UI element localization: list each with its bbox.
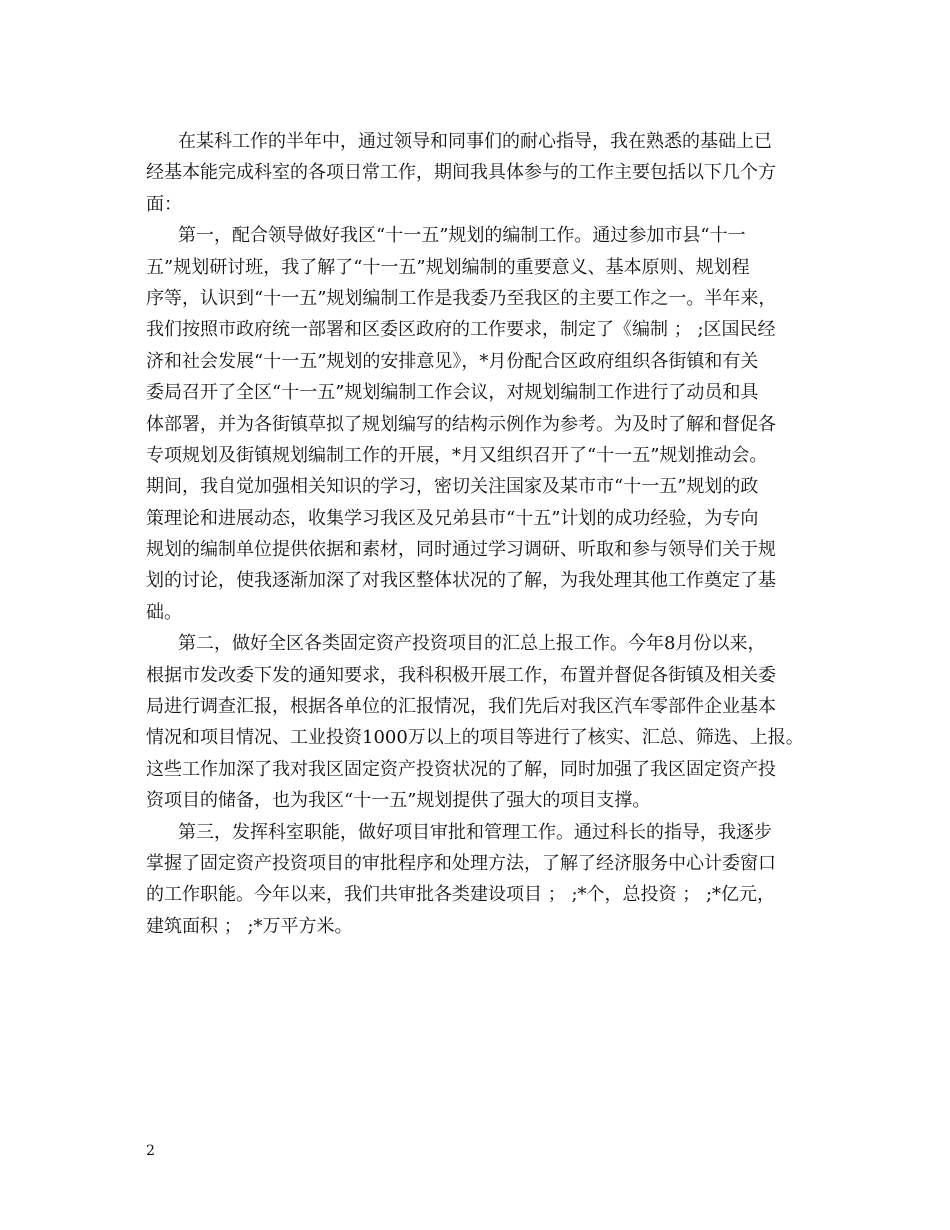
text-line: 础。 <box>146 601 182 623</box>
text-line: 的工作职能。今年以来，我们共审批各类建设项目 ； ;*个，总投资 ； ;*亿元， <box>146 884 776 906</box>
page-number: 2 <box>146 1143 155 1159</box>
text-line: 情况和项目情况、工业投资1000万以上的项目等进行了核实、汇总、筛选、上报。 <box>146 727 804 749</box>
text-line: 第三，发挥科室职能，做好项目审批和管理工作。通过科长的指导，我逐步 <box>178 821 772 843</box>
text-line: 第二，做好全区各类固定资产投资项目的汇总上报工作。今年8月份以来， <box>178 633 766 655</box>
text-line: 规划的编制单位提供依据和素材，同时通过学习调研、听取和参与领导们关于规 <box>146 539 776 561</box>
paragraph <box>146 628 836 816</box>
text-line: 五”规划研讨班，我了解了“十一五”规划编制的重要意义、基本原则、规划程 <box>146 256 750 278</box>
text-line: 序等，认识到“十一五”规划编制工作是我委乃至我区的主要工作之一。半年来， <box>146 287 777 309</box>
text-line: 我们按照市政府统一部署和区委区政府的工作要求，制定了《编制 ； ;区国民经 <box>146 319 776 341</box>
text-line: 掌握了固定资产投资项目的审批程序和处理方法，了解了经济服务中心计委窗口 <box>146 852 776 874</box>
text-line: 划的讨论，使我逐渐加深了对我区整体状况的了解，为我处理其他工作奠定了基 <box>146 570 776 592</box>
text-line: 经基本能完成科室的各项日常工作，期间我具体参与的工作主要包括以下几个方 <box>146 162 776 184</box>
text-line: 委局召开了全区“十一五”规划编制工作会议，对规划编制工作进行了动员和具 <box>146 382 759 404</box>
paragraph <box>146 220 836 628</box>
text-line: 局进行调查汇报，根据各单位的汇报情况，我们先后对我区汽车零部件企业基本 <box>146 696 776 718</box>
document-body <box>146 126 836 942</box>
text-line: 济和社会发展“十一五”规划的安排意见》，*月份配合区政府组织各街镇和有关 <box>146 350 759 372</box>
text-line: 面： <box>146 193 182 215</box>
text-line: 第一，配合领导做好我区“十一五”规划的编制工作。通过参加市县“十一 <box>178 225 746 247</box>
text-line: 这些工作加深了我对我区固定资产投资状况的了解，同时加强了我区固定资产投 <box>146 758 776 780</box>
text-line: 在某科工作的半年中，通过领导和同事们的耐心指导，我在熟悉的基础上已 <box>178 131 772 152</box>
text-line: 期间，我自觉加强相关知识的学习，密切关注国家及某市市“十一五”规划的政 <box>146 476 759 498</box>
paragraph <box>146 126 836 220</box>
text-line: 专项规划及街镇规划编制工作的开展，*月又组织召开了“十一五”规划推动会。 <box>146 444 768 466</box>
text-line: 建筑面积 ； ;*万平方米。 <box>146 915 353 937</box>
text-line: 资项目的储备，也为我区“十一五”规划提供了强大的项目支撑。 <box>146 790 651 812</box>
paragraph <box>146 817 836 943</box>
text-line: 根据市发改委下发的通知要求，我科积极开展工作，布置并督促各街镇及相关委 <box>146 664 776 686</box>
text-line: 体部署，并为各街镇草拟了规划编写的结构示例作为参考。为及时了解和督促各 <box>146 413 776 435</box>
text-line: 策理论和进展动态，收集学习我区及兄弟县市“十五”计划的成功经验，为专向 <box>146 507 759 529</box>
